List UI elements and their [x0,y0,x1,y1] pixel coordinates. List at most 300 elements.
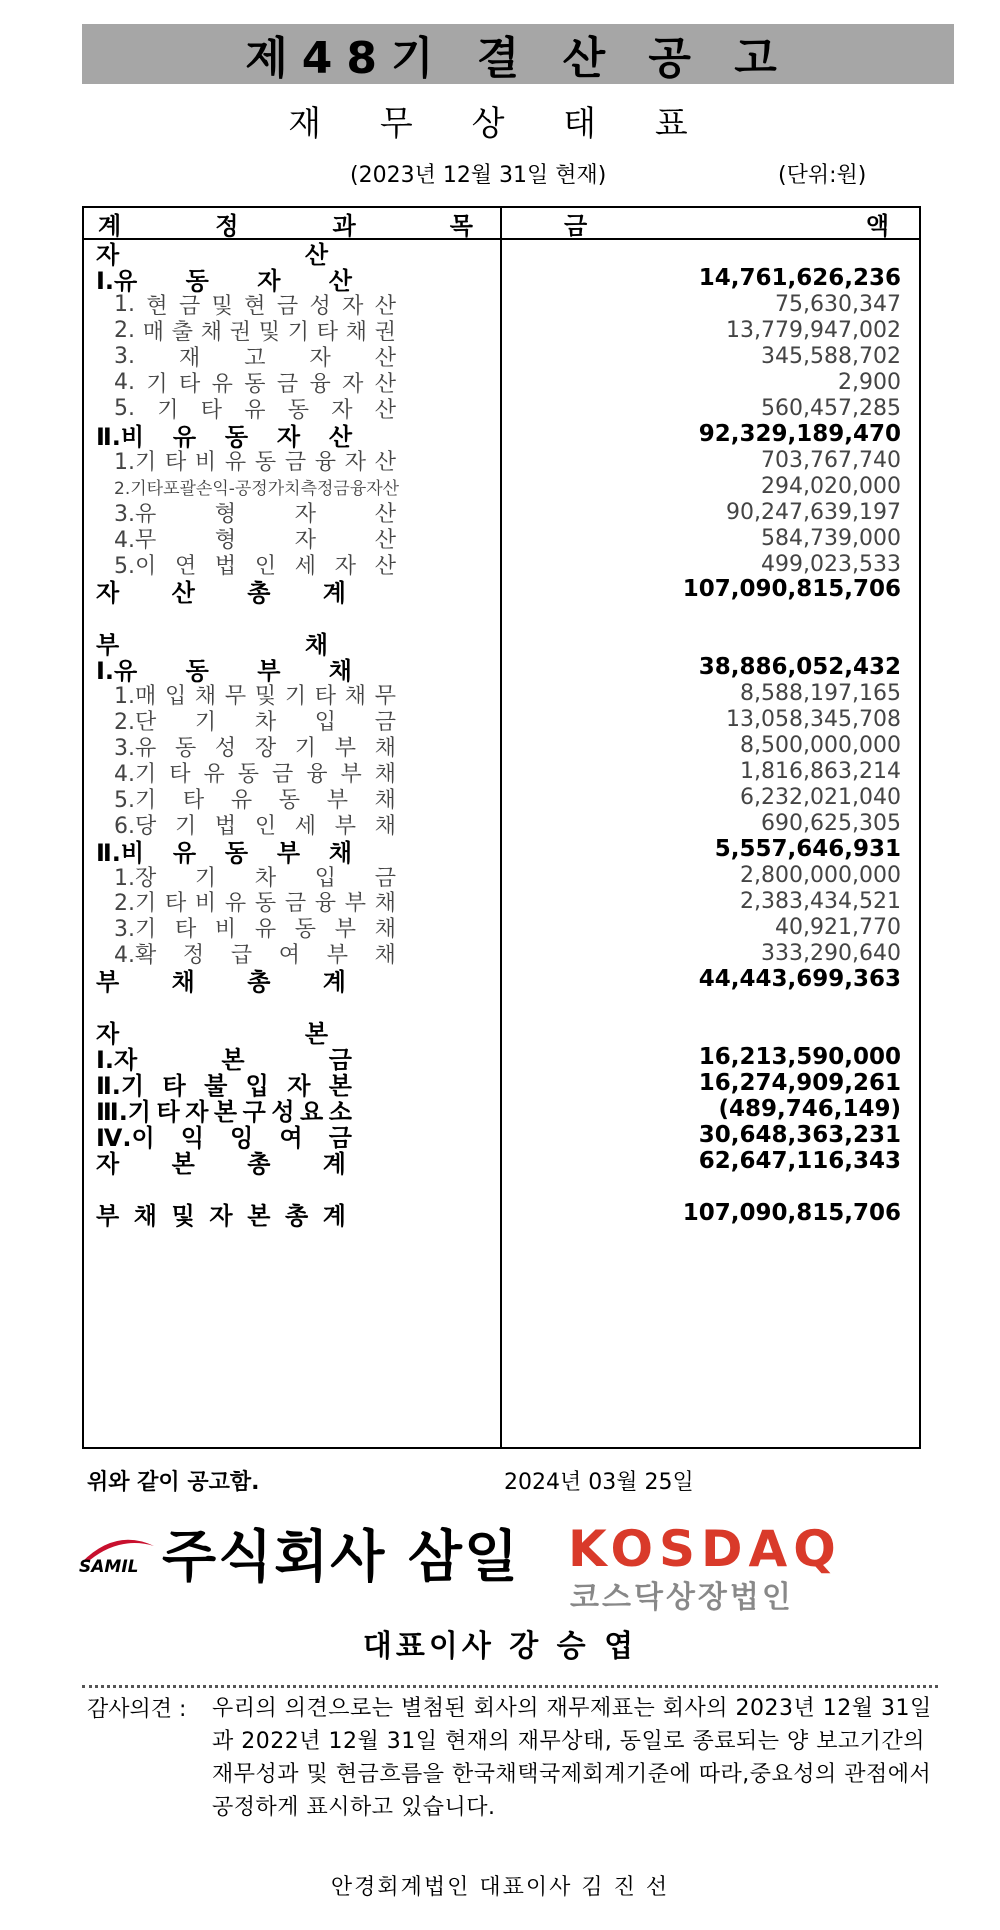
auditor-signature: 안경회계법인 대표이사 김 진 선 [330,1875,670,1900]
account-label-token: 불 [204,1072,228,1101]
account-label-token: 부 [340,761,362,787]
account-label-token: 기 [157,398,179,424]
account-label-token: 입 [314,865,337,891]
amount-value: 2,800,000,000 [740,863,901,889]
account-label-token: 자 [344,450,367,476]
account-label-token: 타 [164,450,187,476]
account-label-token: Ⅰ.자 [96,1046,138,1075]
header-amount-char: 액 [865,211,889,240]
amount-value: 2,900 [838,369,901,395]
account-label-token: 부 [276,838,301,867]
account-label-token: 4.확 [114,943,157,969]
account-label-token: 동 [244,372,266,398]
amount-value: 90,247,639,197 [726,499,901,525]
account-label-token: 현 [244,294,266,320]
account-label-token: 타 [182,787,205,813]
account-label-token: 3.유 [114,502,157,528]
amount-value: 16,213,590,000 [698,1043,901,1070]
account-label-token: 3.유 [114,735,157,761]
header-account [98,208,493,238]
account-label-token: 채 [374,917,396,943]
account-label-token: 및 [171,1202,195,1230]
header-account-char: 계 [98,211,122,240]
amount-value: 44,443,699,363 [698,965,901,992]
account-label-token: 본 [328,1072,352,1101]
account-label-token: 계 [322,968,346,997]
amount-value: 16,274,909,261 [698,1069,901,1096]
account-label-token: 총 [247,1150,271,1179]
account-label [114,344,396,370]
amount-value: 13,779,947,002 [726,317,901,343]
table-row [84,836,919,867]
account-label-token: Ⅱ.기 [96,1072,145,1101]
account-label-token: 3.기 [114,917,157,943]
account-label-token: 채 [304,630,328,659]
account-label-token: 법 [214,554,237,579]
announcement-text: 위와 같이 공고함. [87,1470,260,1495]
account-label-token: 금 [284,891,307,917]
account-label-token: 타 [169,761,191,787]
account-label-token: 동 [254,891,277,917]
table-row [84,448,919,474]
table-row [84,1121,919,1153]
account-label-token: 자 [276,423,301,452]
account-label-token: 자 [287,1072,311,1101]
table-row [84,629,919,659]
as-of-date: (2023년 12월 31일 현재) [350,163,607,188]
amount-value: 107,090,815,706 [682,1199,901,1226]
account-label-token: 기 [174,813,197,839]
account-label-token: 동 [237,761,259,787]
document-title: 제48기 결 산 공 고 [245,33,791,84]
table-row [84,1019,919,1049]
account-label [114,500,396,526]
account-label-token: 기 [194,709,217,735]
account-label-token: 자 [96,1150,120,1179]
account-label-token: 부 [334,917,357,943]
account-label-token: 자 [331,398,353,424]
account-label-token: 비 [214,917,237,943]
account-label [114,733,396,759]
amount-value: 92,329,189,470 [698,420,901,447]
amount-value: 499,023,533 [761,551,901,577]
account-label-token: 부 [334,813,357,839]
account-label-token: 총 [247,578,271,607]
account-label-token: 차 [254,865,277,891]
account-label-token: 유 [211,372,233,398]
samil-logo [76,1532,158,1578]
table-row [84,370,919,396]
account-label [114,863,396,889]
account-label-token: 유 [203,761,225,787]
account-label-token: 기 [146,372,168,398]
account-label-token: 타 [174,917,197,943]
account-label-token: 동 [278,787,301,813]
account-label-token: 및 [258,320,280,346]
amount-value: 345,588,702 [761,343,901,369]
account-label-token: 소 [328,1098,352,1127]
account-label-token: 금 [374,865,396,891]
account-label-token: 기 [284,683,307,709]
table-row [84,603,919,629]
account-label-token: 자 [342,294,364,320]
account-label [96,1123,352,1153]
account-label-token: 타 [200,398,222,424]
samil-logo-text: SAMIL [79,1557,139,1577]
account-label-token: 타 [178,372,201,398]
account-label-token: 요 [300,1098,324,1127]
account-label-token: 부 [96,968,120,997]
account-label-token: 동 [174,735,197,761]
account-label [114,292,396,318]
account-label-token: 산 [374,346,396,372]
account-label-token: 산 [374,398,396,424]
statement-title: 재 무 상 태 표 [288,104,712,144]
amount-value: 38,886,052,432 [698,654,901,681]
account-label-token: 계 [322,578,346,607]
table-row [84,811,919,837]
account-label-token: 급 [230,943,253,969]
account-label-token: 본 [247,1202,271,1230]
header-amount [564,208,889,238]
table-row [84,733,919,759]
account-label-token: 자 [294,502,317,528]
account-label-token: 연 [174,554,197,579]
account-label-token: 1.매 [114,683,157,709]
account-label [96,837,352,867]
account-label [96,655,352,685]
account-label-token: 동 [287,398,309,424]
account-label [96,266,352,296]
account-label-token: 비 [194,450,217,476]
header-account-char: 과 [332,211,356,240]
table-row [84,344,919,370]
audit-opinion: 우리의 의견으로는 별첨된 회사의 재무제표는 회사의 2023년 12월 31일과 2022년 12월 31일 현재의 재무상태, 동일로 종료되는 양 보고기간의 재무성과 및 현금흐름을 한국채택국제회계기준에 따라,중요성의 관점에서 공정하게 표시하고 있습니다. [212,1696,932,1820]
account-label-token: 1. [114,292,135,318]
account-label-token: 유 [172,838,197,867]
account-label-token: Ⅰ.유 [96,267,138,296]
table-row [84,240,919,270]
account-label-token: 및 [211,294,233,320]
amount-value: 5,557,646,931 [714,836,901,863]
account-label [114,681,396,707]
account-label-token: 본 [304,1020,328,1049]
account-label-token: 유 [172,423,197,452]
amount-value: 2,383,434,521 [740,889,901,914]
account-label [114,759,396,785]
account-label-token: 구 [242,1098,266,1127]
account-label-token: 2. [114,318,135,344]
account-label-token: 융 [309,372,331,398]
account-label-token: 차 [254,709,277,735]
table-row [84,264,919,296]
account-label-token: 채 [374,813,396,839]
account-label-token: 기 [194,865,217,891]
table-row [84,681,919,707]
table-row [84,993,919,1019]
account-label-token: 부 [326,943,348,969]
header-amount-char: 금 [564,211,588,240]
title-banner [82,24,954,84]
account-label-token: 정 [182,943,205,969]
account-label-token: 총 [284,1202,309,1230]
account-label-token: 부 [326,787,348,813]
amount-value: 703,767,740 [761,447,901,473]
account-label-token: 산 [328,267,352,296]
account-label-token: 잉 [230,1124,254,1153]
account-label-token: 채 [345,320,367,346]
account-label-token: 및 [254,683,277,709]
account-label-token: 자 [294,528,317,554]
account-label-token: 융 [314,450,337,476]
account-label-token: 동 [224,838,249,867]
account-label [96,1201,346,1230]
account-label-token: 익 [180,1124,204,1153]
table-row [84,863,919,889]
amount-value: 8,500,000,000 [740,733,901,759]
table-row [84,941,919,967]
account-label-token: 부 [96,1202,120,1230]
account-label-token: Ⅰ.유 [96,656,138,685]
table-row [84,915,919,941]
amount-value: 8,588,197,165 [740,681,901,707]
amount-value: 294,020,000 [761,473,901,499]
account-label-token: 유 [244,398,266,424]
table-row [84,707,919,733]
account-label-token: 여 [278,943,301,969]
account-label-token: 부 [334,735,357,761]
account-label: 2.기타포괄손익-공정가치측정금융자산 [114,479,400,500]
amount-value: 75,630,347 [775,291,901,317]
amount-value: 40,921,770 [775,914,901,940]
account-label-token: 권 [374,320,396,346]
account-label [114,318,396,344]
table-row [84,318,919,344]
account-label [114,448,396,474]
table-row [84,420,919,452]
account-label-token: 산 [374,502,396,528]
account-label-token: 유 [254,917,277,943]
account-label-token: 금 [276,372,299,398]
account-label-token: Ⅳ.이 [96,1124,155,1153]
account-label-token: 성 [309,294,331,320]
account-label-token: 산 [374,450,396,476]
account-label [114,396,396,422]
account-label-token: Ⅲ.기 [96,1098,151,1127]
account-label-token: 입 [164,683,187,709]
account-label-token: 자 [342,372,364,398]
account-label-token: 채 [374,787,396,813]
account-label-token: 부 [257,656,281,685]
account-label-token: 여 [279,1124,303,1153]
account-label-token: 산 [374,372,396,398]
account-label-token: 4.기 [114,761,157,787]
account-label-token: 세 [294,813,317,839]
account-label-token: 5. [114,396,135,422]
amount-value: 584,739,000 [761,525,901,551]
account-label-token: 채 [374,943,396,969]
account-label-token: 타 [162,1072,186,1101]
account-label-token: 채 [374,891,396,917]
account-label-token: 부 [344,891,367,917]
table-row [84,500,919,526]
account-label-token: 유 [230,787,253,813]
account-label-token: 5.이 [114,554,157,579]
balance-sheet-table [82,206,921,1449]
account-label [114,526,396,552]
header-account-char: 정 [215,211,239,240]
account-label-token: 형 [214,502,237,528]
account-label-token: 산 [374,294,396,320]
account-label-token: 2.기 [114,891,157,917]
account-label-token: Ⅱ.비 [96,838,145,867]
table-row [84,552,919,578]
account-label-token: 산 [374,554,396,579]
amount-value: (489,746,149) [718,1095,901,1122]
amount-value: 30,648,363,231 [698,1121,901,1148]
account-label-token: 1.기 [114,450,157,476]
account-label [114,707,396,733]
account-label-token: 자 [96,241,120,270]
table-row [84,965,919,997]
table-header [84,208,919,240]
account-label-token: 타 [156,1098,180,1127]
company-name: 주식회사 삼일 [162,1525,521,1590]
amount-value: 560,457,285 [761,395,901,421]
amount-value: 14,761,626,236 [698,264,901,291]
account-label-token: 무 [224,683,247,709]
account-label-token: 부 [96,630,120,659]
amount-value: 6,232,021,040 [740,785,901,811]
account-label-token: 유 [224,450,247,476]
account-label-token: 자 [334,554,357,579]
account-label-token: 성 [214,735,237,761]
account-label-token: 자 [209,1202,233,1230]
table-row [84,1147,919,1179]
table-row [84,654,919,685]
account-label [114,811,396,837]
account-label-token: 동 [185,267,209,296]
table-row [84,1199,919,1230]
account-label-token: 무 [374,683,396,709]
amount-value: 62,647,116,343 [698,1147,901,1174]
account-label-token: 자 [96,578,120,607]
audit-label: 감사의견 : [87,1697,187,1722]
table-row [84,474,919,500]
account-label-token: 인 [254,554,277,579]
account-label-token: 채 [344,683,367,709]
account-label-token: 재 [178,346,201,372]
ceo-name: 대표이사 강 승 엽 [362,1629,638,1664]
account-label-token: 본 [213,1098,238,1127]
account-label-token: 융 [314,891,337,917]
account-label-token: 출 [171,320,193,346]
account-label-token: 현 [146,294,168,320]
account-label-token: 유 [224,891,247,917]
account-label-token: 본 [221,1046,245,1075]
table-row [84,526,919,552]
account-label-token: 자 [185,1098,209,1127]
account-label-token: 법 [214,813,237,839]
account-label-token: 형 [214,528,237,554]
table-row [84,889,919,915]
account-label-token: 계 [322,1202,346,1230]
account-label-token: 동 [294,917,317,943]
account-label-token: 입 [314,709,337,735]
account-label [96,967,346,997]
account-label-token: 자 [96,1020,120,1049]
account-label-token: 타 [316,320,338,346]
account-label-token: 세 [294,554,317,579]
account-label-token: 금 [178,294,201,320]
account-label [114,915,396,941]
account-label-token: 금 [328,1124,352,1153]
account-label-token: 장 [254,735,277,761]
table-row [84,785,919,811]
account-label-token: 4.무 [114,528,157,554]
account-label-token: 자 [309,346,331,372]
account-label-token: 채 [374,761,396,787]
account-label-token: 5.기 [114,787,157,813]
account-label-token: 산 [328,423,352,452]
account-label-token: 본 [171,1150,195,1179]
account-label-token: 금 [284,450,307,476]
account-label-token: 권 [229,320,251,346]
account-label-token: Ⅱ.비 [96,423,145,452]
account-label [96,1149,346,1179]
table-row [84,576,919,607]
account-label-token: 6.당 [114,813,157,839]
amount-value: 13,058,345,708 [726,707,901,733]
account-label [96,577,346,607]
account-label-token: 채 [200,320,222,346]
account-label-token: 금 [276,294,299,320]
account-label-token: 기 [294,735,317,761]
table-row [84,1069,919,1101]
account-label-token: 금 [374,709,396,735]
account-label-token: 기 [287,320,309,346]
account-label-token: 금 [271,761,294,787]
kosdaq-subtitle: 코스닥상장법인 [570,1580,794,1615]
account-label-token: 4. [114,370,135,396]
account-label-token: 입 [245,1072,269,1101]
account-label-token: 금 [328,1046,352,1075]
account-label-token: 3. [114,344,135,370]
amount-value: 107,090,815,706 [682,576,901,603]
announcement-date: 2024년 03월 25일 [504,1470,694,1495]
table-row [84,1095,919,1127]
account-label-token: 총 [247,968,271,997]
header-account-char: 목 [449,211,473,240]
account-label-token: 타 [164,891,187,917]
account-label [96,422,352,452]
account-label-token: 타 [314,683,337,709]
account-label-token: 계 [322,1150,346,1179]
unit-label: (단위:원) [778,163,867,188]
account-label-token: 2.단 [114,709,157,735]
account-label-token: 동 [254,450,277,476]
account-label-token: 고 [244,346,266,372]
account-label-token: 성 [271,1098,295,1127]
account-label-token: 산 [171,578,195,607]
account-label-token: 채 [374,735,396,761]
amount-value: 333,290,640 [761,940,901,966]
account-label-token: 동 [224,423,249,452]
amount-value: 690,625,305 [761,811,901,837]
account-label-token: 채 [171,968,195,997]
account-label-token: 동 [185,656,209,685]
kosdaq-logo: KOSDAQ [568,1520,842,1578]
